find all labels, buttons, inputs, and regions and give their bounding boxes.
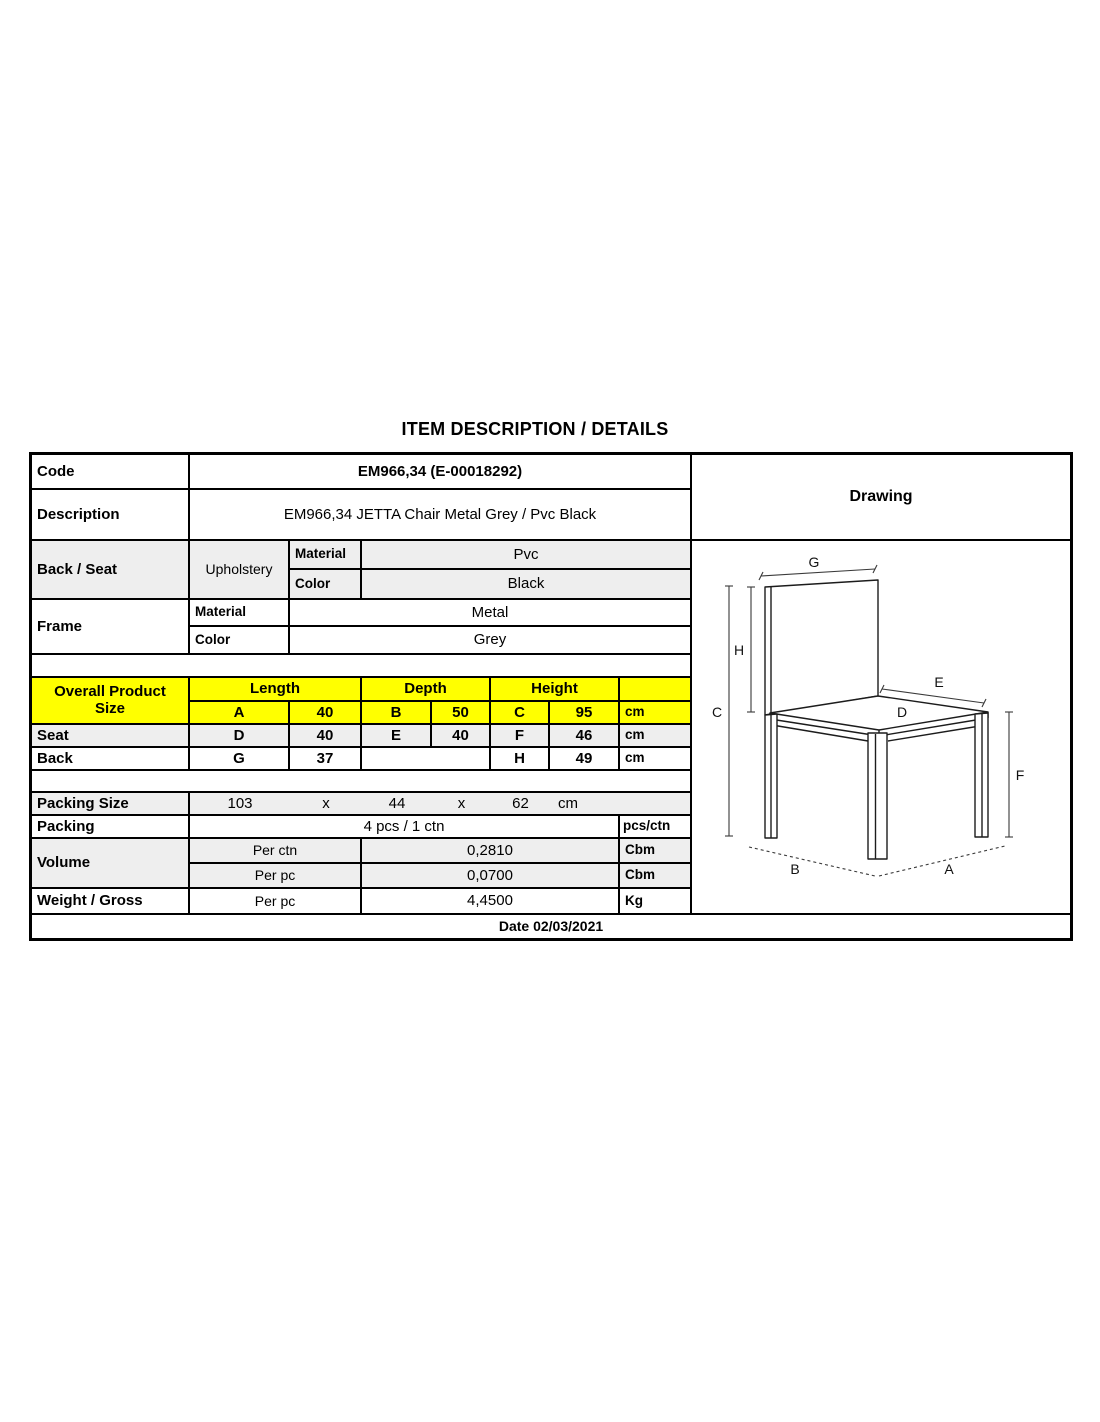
date-row: Date 02/03/2021: [31, 914, 1071, 939]
per-ctn-unit: Cbm: [619, 838, 691, 863]
upholstery-label: Upholstery: [189, 540, 289, 599]
overall-product-line1: Overall Product: [54, 683, 166, 701]
per-pc-unit: Cbm: [619, 863, 691, 888]
backseat-color-value: Black: [361, 569, 691, 599]
frame-color-label: Color: [189, 626, 289, 654]
code-value: EM966,34 (E-00018292): [189, 454, 691, 489]
seat-e-value: 40: [431, 724, 490, 747]
back-row-label: Back: [31, 747, 189, 770]
packing-size-label: Packing Size: [31, 792, 189, 815]
dim-label-e: E: [934, 674, 944, 690]
overall-c-key: C: [490, 701, 549, 724]
weight-unit: Kg: [619, 888, 691, 914]
spec-table: [29, 452, 1073, 941]
packing-size-length: 103: [227, 794, 253, 812]
packing-size-height: 62: [512, 794, 529, 812]
back-unit: cm: [619, 747, 691, 770]
height-header: Height: [490, 677, 619, 701]
frame-color-value: Grey: [289, 626, 691, 654]
packing-value: 4 pcs / 1 ctn: [189, 815, 619, 838]
seat-f-key: F: [490, 724, 549, 747]
overall-product-line2: Size: [94, 700, 125, 717]
spacer-row: [31, 654, 691, 677]
per-pc-label: Per pc: [189, 863, 361, 888]
overall-b-value: 50: [431, 701, 490, 724]
page-title: ITEM DESCRIPTION / DETAILS: [401, 419, 669, 439]
per-pc-value: 0,0700: [361, 863, 619, 888]
seat-row-label: Seat: [31, 724, 189, 747]
weight-value: 4,4500: [361, 888, 619, 914]
back-seat-label: Back / Seat: [31, 540, 189, 599]
back-empty-cell: [361, 747, 490, 770]
backseat-color-label: Color: [289, 569, 361, 599]
packing-size-value: [189, 792, 691, 815]
back-h-key: H: [490, 747, 549, 770]
chair-drawing-svg: [692, 541, 1070, 913]
packing-size-width: 44: [388, 794, 406, 812]
code-label: Code: [31, 454, 189, 489]
per-ctn-label: Per ctn: [189, 838, 361, 863]
drawing-header: Drawing: [691, 454, 1071, 540]
depth-header: Depth: [361, 677, 490, 701]
per-ctn-value: 0,2810: [361, 838, 619, 863]
header-empty-cell: [619, 677, 691, 701]
packing-unit: pcs/ctn: [619, 815, 691, 838]
overall-product-size-header: [31, 677, 189, 724]
packing-size-times: x: [322, 794, 330, 812]
dim-label-a: A: [944, 861, 954, 877]
overall-a-value: 40: [289, 701, 361, 724]
frame-material-label: Material: [189, 599, 289, 626]
seat-d-key: D: [189, 724, 289, 747]
backseat-material-value: Pvc: [361, 540, 691, 569]
seat-unit: cm: [619, 724, 691, 747]
overall-b-key: B: [361, 701, 431, 724]
overall-unit: cm: [619, 701, 691, 724]
overall-a-key: A: [189, 701, 289, 724]
overall-c-value: 95: [549, 701, 619, 724]
spacer-row: [31, 770, 691, 792]
weight-gross-label: Weight / Gross: [31, 888, 189, 914]
packing-size-times: x: [457, 794, 466, 812]
weight-per-label: Per pc: [189, 888, 361, 914]
dim-label-h: H: [733, 642, 745, 658]
backseat-material-label: Material: [289, 540, 361, 569]
back-g-key: G: [189, 747, 289, 770]
packing-size-unit: cm: [558, 794, 578, 812]
dim-label-d: D: [896, 704, 908, 720]
back-g-value: 37: [289, 747, 361, 770]
frame-label: Frame: [31, 599, 189, 654]
back-h-value: 49: [549, 747, 619, 770]
frame-material-value: Metal: [289, 599, 691, 626]
seat-f-value: 46: [549, 724, 619, 747]
description-value: EM966,34 JETTA Chair Metal Grey / Pvc Black: [189, 489, 691, 540]
seat-d-value: 40: [289, 724, 361, 747]
dim-label-g: G: [808, 554, 820, 570]
dim-label-f: F: [1015, 767, 1025, 783]
description-label: Description: [31, 489, 189, 540]
chair-drawing: [691, 540, 1071, 914]
length-header: Length: [189, 677, 361, 701]
seat-e-key: E: [361, 724, 431, 747]
volume-label: Volume: [31, 838, 189, 888]
packing-label: Packing: [31, 815, 189, 838]
dim-label-c: C: [711, 704, 723, 720]
dim-label-b: B: [790, 861, 800, 877]
